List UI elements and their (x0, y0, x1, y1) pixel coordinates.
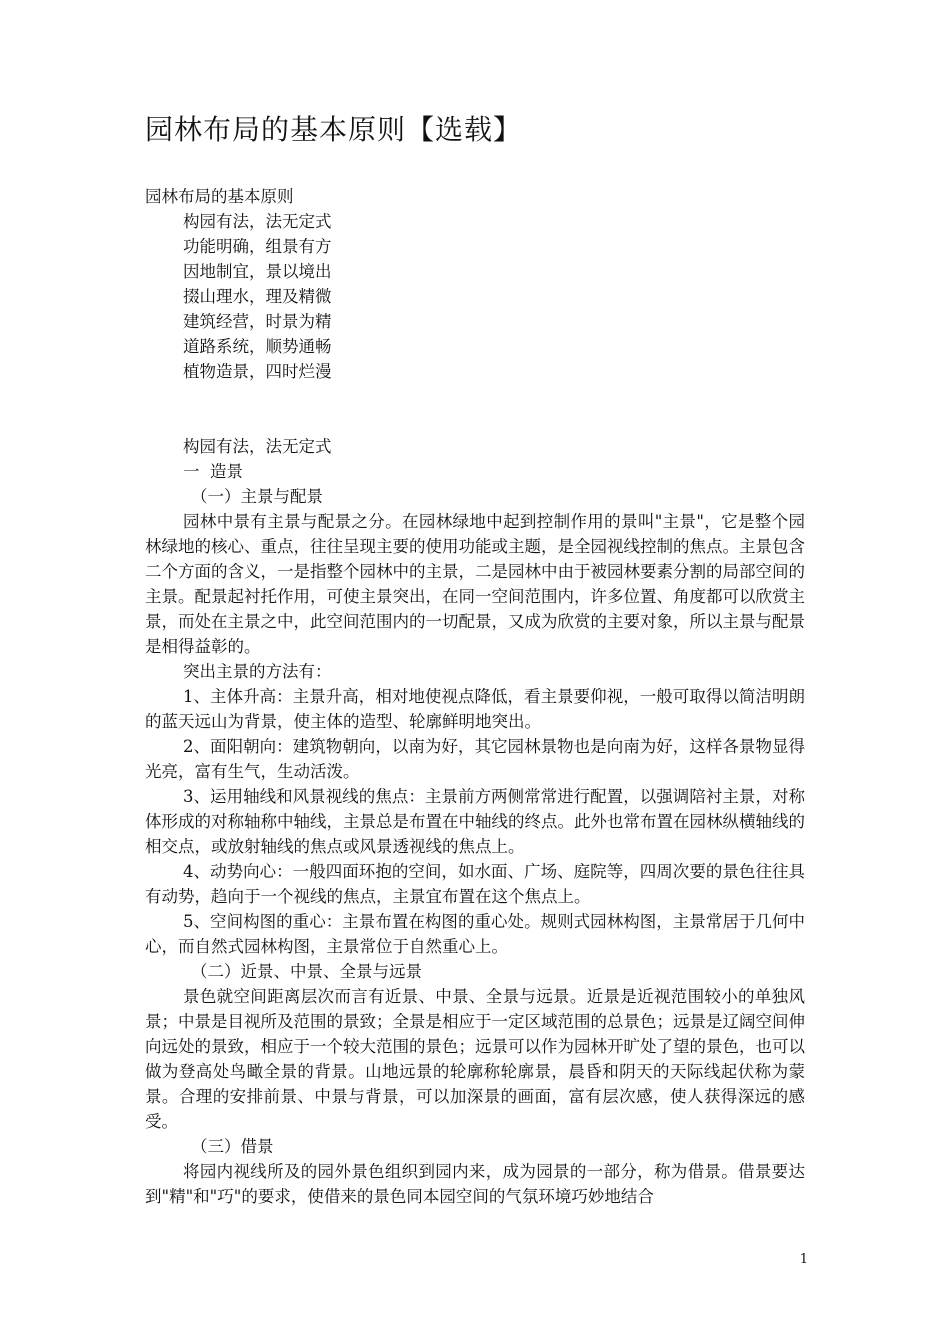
subsection-heading: （三）借景 (191, 1137, 274, 1156)
toc-item: 植物造景，四时烂漫 (183, 362, 332, 381)
toc-item: 道路系统，顺势通畅 (183, 337, 332, 356)
toc-item: 建筑经营，时景为精 (183, 312, 332, 331)
subsection-heading: （一）主景与配景 (191, 487, 323, 506)
method-item: 2、面阳朝向：建筑物朝向，以南为好，其它园林景物也是向南为好，这样各景物显得光亮，富有生气，生动活泼。 (145, 737, 805, 781)
spacer (145, 384, 805, 434)
paragraph: 突出主景的方法有： (183, 662, 332, 681)
document-title: 园林布局的基本原则【选载】 (145, 113, 523, 146)
page-number: 1 (799, 1252, 808, 1267)
toc-item: 掇山理水，理及精微 (183, 287, 332, 306)
paragraph: 园林中景有主景与配景之分。在园林绿地中起到控制作用的景叫"主景"，它是整个园林绿地的核心、重点，往往呈现主要的使用功能或主题，是全园视线控制的焦点。主景包含二个方面的含义，一是指整个园林中的主景，二是园林中由于被园林要素分割的局部空间的主景。配景起衬托作用，可使主景突出，在同一空间范围内，许多位置、角度都可以欣赏主景，而处在主景之中，此空间范围内的一切配景，又成为欣赏的主要对象，所以主景与配景是相得益彰的。 (145, 512, 805, 656)
chapter-heading: 一 造景 (183, 462, 243, 481)
paragraph: 将园内视线所及的园外景色组织到园内来，成为园景的一部分，称为借景。借景要达到"精"和"巧"的要求，使借来的景色同本园空间的气氛环境巧妙地结合 (145, 1162, 805, 1206)
toc-item: 因地制宜，景以境出 (183, 262, 332, 281)
method-item: 4、动势向心：一般四面环抱的空间，如水面、广场、庭院等，四周次要的景色往往具有动势，趋向于一个视线的焦点，主景宜布置在这个焦点上。 (145, 862, 805, 906)
toc-item: 构园有法，法无定式 (183, 212, 332, 231)
paragraph: 景色就空间距离层次而言有近景、中景、全景与远景。近景是近视范围较小的单独风景；中景是目视所及范围的景致；全景是相应于一定区域范围的总景色；远景是辽阔空间伸向远处的景致，相应于一个较大范围的景色；远景可以作为园林开旷处了望的景色，也可以做为登高处鸟瞰全景的背景。山地远景的轮廓称轮廓景，晨昏和阴天的天际线起伏称为蒙景。合理的安排前景、中景与背景，可以加深景的画面，富有层次感，使人获得深远的感受。 (145, 987, 805, 1131)
subsection-heading: （二）近景、中景、全景与远景 (191, 962, 422, 981)
toc-heading: 园林布局的基本原则 (145, 187, 294, 206)
method-item: 1、主体升高：主景升高，相对地使视点降低，看主景要仰视，一般可取得以简洁明朗的蓝天远山为背景，使主体的造型、轮廓鲜明地突出。 (145, 687, 805, 731)
toc-item: 功能明确，组景有方 (183, 237, 332, 256)
method-item: 3、运用轴线和风景视线的焦点：主景前方两侧常常进行配置，以强调陪衬主景，对称体形成的对称轴称中轴线，主景总是布置在中轴线的终点。此外也常布置在园林纵横轴线的相交点，或放射轴线的焦点或风景透视线的焦点上。 (145, 787, 805, 856)
section-heading: 构园有法，法无定式 (183, 437, 332, 456)
document-body (145, 184, 805, 1209)
method-item: 5、空间构图的重心：主景布置在构图的重心处。规则式园林构图，主景常居于几何中心，而自然式园林构图，主景常位于自然重心上。 (145, 912, 805, 956)
